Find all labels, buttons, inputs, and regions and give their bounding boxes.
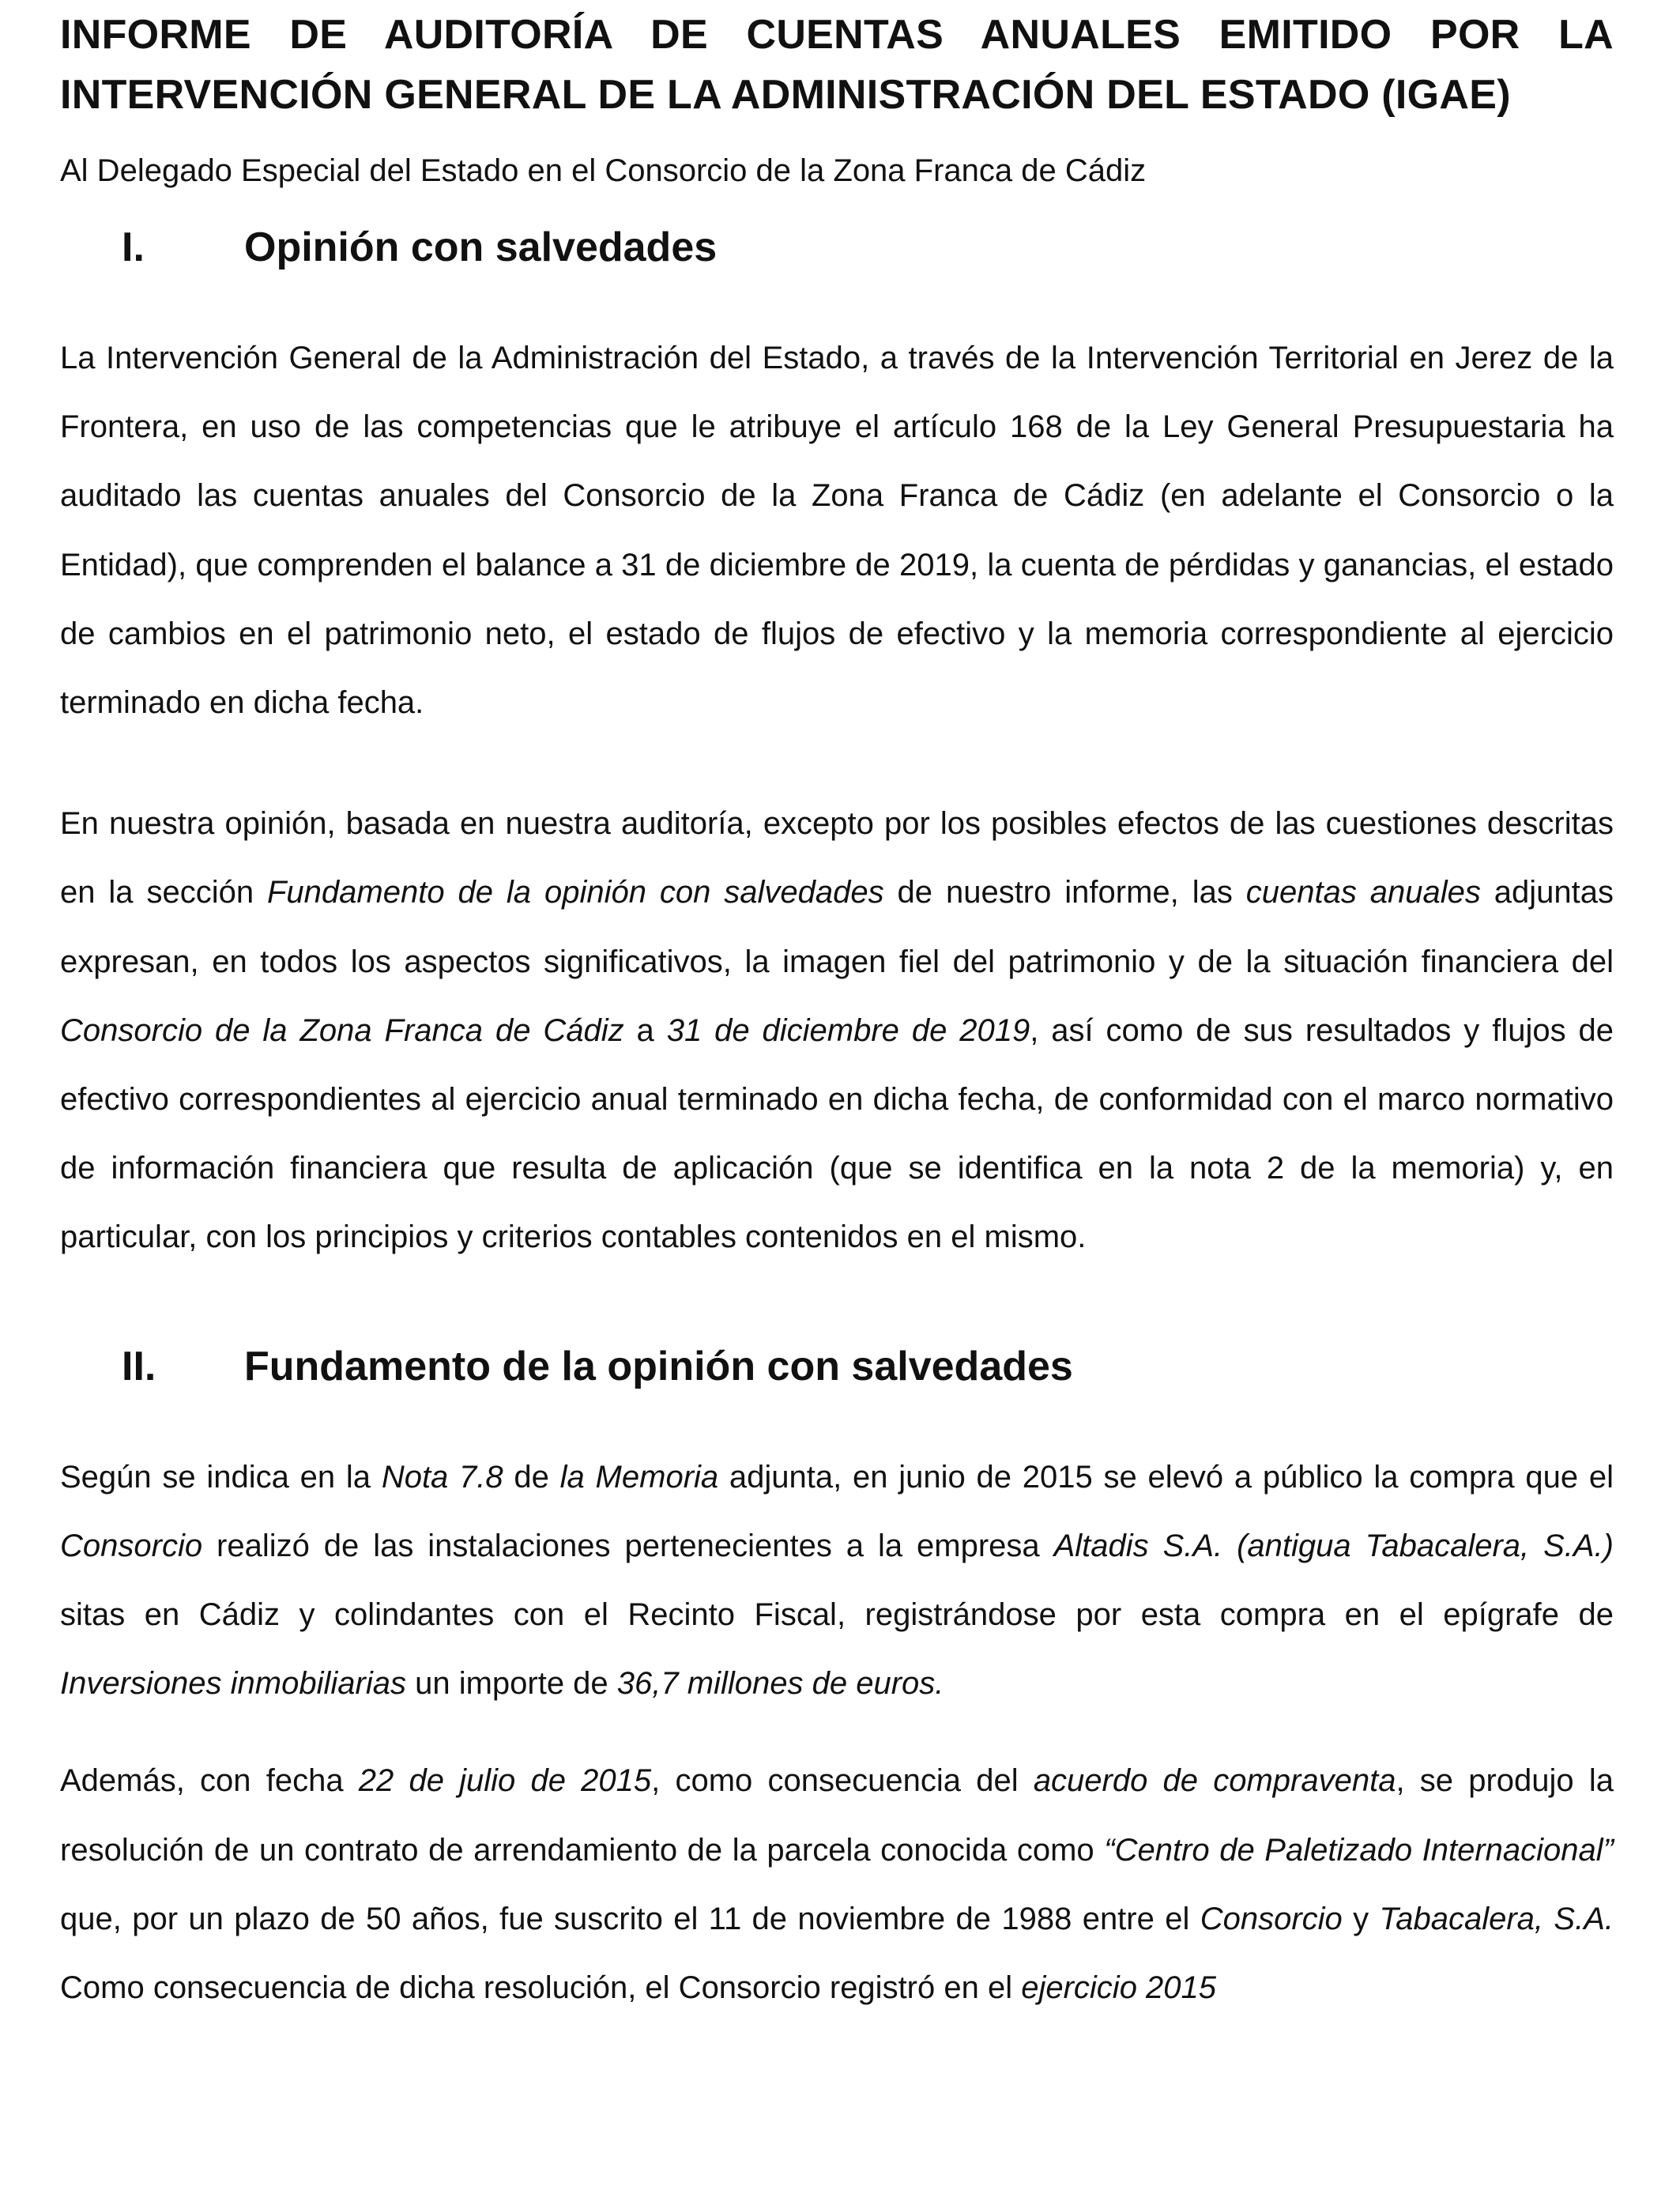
opinion-paragraph-1	[60, 324, 1614, 737]
addressee-line: Al Delegado Especial del Estado en el Consorcio de la Zona Franca de Cádiz	[60, 153, 1147, 188]
section-heading-opinion	[60, 220, 1614, 275]
section-heading-basis	[60, 1339, 1614, 1394]
italic-text-run: 31 de diciembre de 2019	[666, 1012, 1030, 1048]
italic-text-run: “Centro de Paletizado Internacional”	[1104, 1832, 1614, 1868]
text-run: y	[1342, 1901, 1380, 1936]
section-number: I.	[122, 224, 145, 270]
italic-text-run: la Memoria	[559, 1459, 719, 1495]
text-run: , así como de sus resultados y flujos de efectivo correspondientes al ejercicio anual terminado en dicha fecha, de conformidad con el marco normativo de información financiera que resulta de aplicación (que se identifica en la nota 2 de la memoria) y, en particular, con los principios y criterios contables contenidos en el mismo.	[60, 1012, 1614, 1255]
text-run: Según se indica en la	[60, 1459, 382, 1495]
italic-text-run: 36,7 millones de euros.	[616, 1666, 944, 1702]
italic-text-run: Inversiones inmobiliarias	[60, 1666, 406, 1702]
italic-text-run: cuentas anuales	[1245, 875, 1481, 910]
section-title: Fundamento de la opinión con salvedades	[244, 1343, 1073, 1389]
italic-text-run: Nota 7.8	[381, 1459, 503, 1495]
italic-text-run: ejercicio 2015	[1021, 1970, 1217, 2006]
text-run: , se produjo la resolución de un contrato de arrendamiento de la parcela conocida como	[60, 1763, 1614, 1868]
italic-text-run: Tabacalera, S.A.	[1379, 1901, 1614, 1936]
text-run: de nuestro informe, las	[883, 875, 1246, 910]
text-run: adjuntas expresan, en todos los aspectos significativos, la imagen fiel del patrimonio y de la situación financiera del	[60, 875, 1614, 979]
text-run: sitas en Cádiz y colindantes con el Recinto Fiscal, registrándose por esta compra en el epígrafe de	[60, 1597, 1614, 1633]
opinion-paragraph-2	[60, 790, 1614, 1272]
text-run: Como consecuencia de dicha resolución, el Consorcio registró en el	[60, 1970, 1022, 2006]
document-title: INFORME DE AUDITORÍA DE CUENTAS ANUALES EMITIDO POR LA INTERVENCIÓN GENERAL DE LA ADMINISTRACIÓN DEL ESTADO (IGAE)	[60, 12, 1614, 118]
text-run: , como consecuencia del	[651, 1763, 1034, 1799]
basis-paragraph-2	[60, 1747, 1614, 2022]
italic-text-run: Consorcio de la Zona Franca de Cádiz	[60, 1012, 624, 1048]
section-title: Opinión con salvedades	[244, 224, 718, 270]
text-run: adjunta, en junio de 2015 se elevó a público la compra que el	[718, 1459, 1614, 1495]
italic-text-run: Altadis S.A. (antigua Tabacalera, S.A.)	[1053, 1528, 1614, 1563]
italic-text-run: Consorcio	[60, 1528, 203, 1563]
text-run: En nuestra opinión, basada en nuestra auditoría, excepto por los posibles efectos de las cuestiones descritas en la sección	[60, 806, 1614, 910]
basis-paragraph-1	[60, 1443, 1614, 1719]
italic-text-run: Consorcio	[1200, 1901, 1343, 1936]
italic-text-run: acuerdo de compraventa	[1033, 1763, 1396, 1799]
text-run: que, por un plazo de 50 años, fue suscrito el 11 de noviembre de 1988 entre el	[60, 1901, 1200, 1936]
text-run: La Intervención General de la Administración del Estado, a través de la Intervención Territorial en Jerez de la Frontera, en uso de las competencias que le atribuye el artículo 168 de la Ley General Presupuestaria ha auditado las cuentas anuales del Consorcio de la Zona Franca de Cádiz (en adelante el Consorcio o la Entidad), que comprenden el balance a 31 de diciembre de 2019, la cuenta de pérdidas y ganancias, el estado de cambios en el patrimonio neto, el estado de flujos de efectivo y la memoria correspondiente al ejercicio terminado en dicha fecha.	[60, 341, 1614, 721]
italic-text-run: 22 de julio de 2015	[358, 1763, 652, 1799]
text-run: realizó de las instalaciones pertenecientes a la empresa	[202, 1528, 1054, 1563]
text-run: un importe de	[405, 1666, 617, 1702]
section-number: II.	[122, 1343, 156, 1389]
text-run: Además, con fecha	[60, 1763, 359, 1799]
document-page	[60, 0, 1614, 2022]
text-run: de	[503, 1459, 560, 1495]
text-run: a	[623, 1012, 667, 1048]
italic-text-run: Fundamento de la opinión con salvedades	[267, 875, 884, 910]
